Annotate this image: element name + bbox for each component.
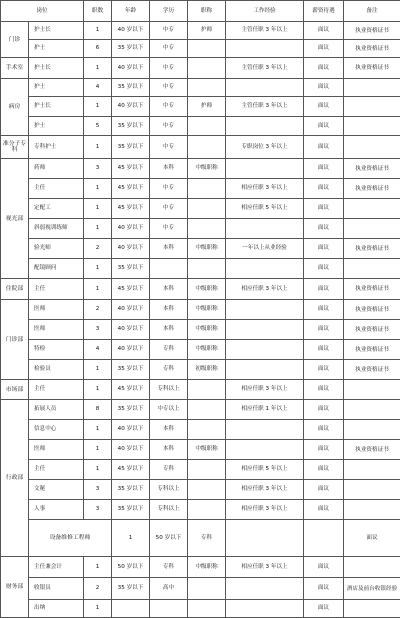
- title-cell: 中级职称: [188, 279, 226, 300]
- note-cell: 执业资格证书: [344, 40, 400, 58]
- count-cell: 1: [84, 219, 112, 239]
- title-cell: [188, 58, 226, 79]
- salary-cell: 面议: [304, 500, 344, 520]
- table-row: [1, 179, 400, 199]
- table-header: [1, 1, 400, 22]
- note-cell: [344, 117, 400, 136]
- title-cell: 中级职称: [188, 440, 226, 460]
- header-note: 备注: [344, 1, 400, 22]
- table-row: [1, 219, 400, 239]
- note-cell: [344, 259, 400, 279]
- experience-cell: [226, 320, 304, 340]
- note-cell: [344, 480, 400, 500]
- table-row: [1, 259, 400, 279]
- salary-cell: 面议: [304, 557, 344, 578]
- table-row: [1, 340, 400, 360]
- table-row: [1, 420, 400, 440]
- education-cell: 专科: [150, 360, 188, 380]
- note-cell: [344, 79, 400, 97]
- table-row: [1, 460, 400, 480]
- title-cell: [188, 136, 226, 159]
- salary-cell: 面议: [304, 22, 344, 40]
- position-cell: 定配工: [29, 199, 84, 219]
- age-cell: 35 岁以下: [112, 136, 150, 159]
- count-cell: 1: [84, 199, 112, 219]
- position-cell: 验光师: [29, 239, 84, 259]
- experience-cell: 相应任职 5 年以上: [226, 199, 304, 219]
- experience-cell: [226, 219, 304, 239]
- position-cell: 护士: [29, 117, 84, 136]
- count-cell: 3: [84, 500, 112, 520]
- title-cell: [188, 500, 226, 520]
- education-cell: 中专: [150, 79, 188, 97]
- table-row: [1, 40, 400, 58]
- experience-cell: [226, 40, 304, 58]
- table-row: [1, 360, 400, 380]
- education-cell: 本科: [150, 279, 188, 300]
- age-cell: 35 岁以下: [112, 79, 150, 97]
- header-count: 职数: [84, 1, 112, 22]
- age-cell: 45 岁以下: [112, 279, 150, 300]
- table-row: [1, 58, 400, 79]
- position-cell: 信息中心: [29, 420, 84, 440]
- salary-cell: 面议: [304, 480, 344, 500]
- title-cell: [188, 578, 226, 600]
- table-row: [1, 300, 400, 320]
- experience-cell: [304, 520, 344, 557]
- salary-cell: 面议: [304, 279, 344, 300]
- count-cell: 1: [84, 420, 112, 440]
- education-cell: 本科: [150, 440, 188, 460]
- note-cell: [344, 199, 400, 219]
- title-cell: [188, 380, 226, 400]
- title-cell: [188, 600, 226, 618]
- experience-cell: 一年以上从业经验: [226, 239, 304, 259]
- experience-cell: [226, 420, 304, 440]
- header-position: 岗位: [1, 1, 84, 22]
- age-cell: 50 岁以下: [112, 557, 150, 578]
- table-row: [1, 79, 400, 97]
- age-cell: 40 岁以下: [112, 320, 150, 340]
- count-cell: 1: [84, 440, 112, 460]
- count-cell: 1: [84, 58, 112, 79]
- department-cell: 设备维修工程师: [29, 520, 112, 557]
- count-cell: 2: [84, 578, 112, 600]
- education-cell: 专科以上: [150, 500, 188, 520]
- note-cell: [344, 380, 400, 400]
- count-cell: 1: [84, 97, 112, 117]
- salary-cell: 面议: [304, 340, 344, 360]
- table-row: [1, 159, 400, 179]
- education-cell: 中专: [150, 117, 188, 136]
- table-row: [1, 320, 400, 340]
- department-cell: 行政部: [1, 400, 29, 557]
- count-cell: 1: [84, 259, 112, 279]
- experience-cell: 主管任职 3 年以上: [226, 58, 304, 79]
- count-cell: 1: [84, 557, 112, 578]
- note-cell: 执业资格证书: [344, 360, 400, 380]
- title-cell: [188, 259, 226, 279]
- salary-cell: 面议: [304, 400, 344, 420]
- age-cell: 45 岁以下: [112, 159, 150, 179]
- table-body: [1, 22, 400, 618]
- note-cell: 执业资格证书: [344, 58, 400, 79]
- department-cell: 手术室: [1, 58, 29, 79]
- title-cell: 中级职称: [188, 320, 226, 340]
- age-cell: 35 岁以下: [112, 578, 150, 600]
- note-cell: [344, 460, 400, 480]
- position-cell: 配镜顾问: [29, 259, 84, 279]
- education-cell: 中专以上: [150, 400, 188, 420]
- experience-cell: [226, 360, 304, 380]
- table-row: [1, 199, 400, 219]
- salary-cell: 面议: [344, 520, 400, 557]
- experience-cell: 相应任职 3 年以上: [226, 500, 304, 520]
- note-cell: 执业资格证书: [344, 340, 400, 360]
- count-cell: 1: [84, 22, 112, 40]
- title-cell: 中级职称: [188, 340, 226, 360]
- position-cell: 药师: [29, 159, 84, 179]
- education-cell: 中专: [150, 58, 188, 79]
- header-age: 年龄: [112, 1, 150, 22]
- title-cell: [188, 460, 226, 480]
- count-cell: 1: [84, 460, 112, 480]
- position-cell: 主任: [29, 460, 84, 480]
- experience-cell: [226, 159, 304, 179]
- experience-cell: 相应任职 3 年以上: [226, 380, 304, 400]
- experience-cell: [226, 340, 304, 360]
- experience-cell: [226, 117, 304, 136]
- salary-cell: 面议: [304, 117, 344, 136]
- table-row: [1, 440, 400, 460]
- age-cell: 40 岁以下: [112, 219, 150, 239]
- count-cell: 1: [84, 600, 112, 618]
- header-salary: 薪资待遇: [304, 1, 344, 22]
- note-cell: [344, 97, 400, 117]
- experience-cell: 相应任职 3 年以上: [226, 279, 304, 300]
- position-cell: 主任: [29, 179, 84, 199]
- title-cell: [188, 420, 226, 440]
- education-cell: 本科: [150, 420, 188, 440]
- age-cell: [112, 600, 150, 618]
- position-cell: 文秘: [29, 480, 84, 500]
- experience-cell: [226, 578, 304, 600]
- position-cell: 主任: [29, 279, 84, 300]
- note-cell: 酒店及前台收银经验: [344, 578, 400, 600]
- education-cell: 本科: [150, 300, 188, 320]
- age-cell: 45 岁以下: [112, 460, 150, 480]
- salary-cell: 面议: [304, 219, 344, 239]
- experience-cell: [226, 79, 304, 97]
- experience-cell: 主管任职 3 年以上: [226, 22, 304, 40]
- salary-cell: 面议: [304, 420, 344, 440]
- salary-cell: 面议: [304, 380, 344, 400]
- position-cell: 主任兼会计: [29, 557, 84, 578]
- title-cell: [188, 199, 226, 219]
- position-cell: 医师: [29, 300, 84, 320]
- age-cell: 35 岁以下: [112, 480, 150, 500]
- experience-cell: [226, 300, 304, 320]
- age-cell: 40 岁以下: [112, 58, 150, 79]
- count-cell: 1: [84, 179, 112, 199]
- count-cell: 2: [84, 239, 112, 259]
- position-cell: 特检: [29, 340, 84, 360]
- education-cell: 专科以上: [150, 380, 188, 400]
- education-cell: 中专: [150, 97, 188, 117]
- table-row: [1, 480, 400, 500]
- age-cell: 35 岁以下: [112, 500, 150, 520]
- table-row: [1, 117, 400, 136]
- education-cell: 专科: [150, 340, 188, 360]
- age-cell: 35 岁以下: [112, 117, 150, 136]
- age-cell: 35 岁以下: [112, 400, 150, 420]
- salary-cell: 面议: [304, 199, 344, 219]
- department-cell: 市场部: [1, 380, 29, 400]
- position-cell: 医师: [29, 320, 84, 340]
- note-cell: 执业资格证书: [344, 159, 400, 179]
- age-cell: 35 岁以下: [112, 360, 150, 380]
- salary-cell: 面议: [304, 136, 344, 159]
- age-cell: 35 岁以下: [112, 40, 150, 58]
- age-cell: 50 岁以下: [150, 520, 188, 557]
- position-cell: 护士长: [29, 58, 84, 79]
- position-cell: 主任: [29, 380, 84, 400]
- education-cell: 中专: [150, 40, 188, 58]
- education-cell: 中专: [150, 219, 188, 239]
- age-cell: 40 岁以下: [112, 440, 150, 460]
- education-cell: 本科: [150, 159, 188, 179]
- age-cell: 35 岁以下: [112, 259, 150, 279]
- note-cell: 执业资格证书: [344, 179, 400, 199]
- title-cell: 中级职称: [188, 300, 226, 320]
- education-cell: 中专: [150, 179, 188, 199]
- education-cell: 中专: [150, 199, 188, 219]
- table-row: [1, 279, 400, 300]
- salary-cell: 面议: [304, 79, 344, 97]
- title-cell: [188, 219, 226, 239]
- age-cell: 40 岁以下: [112, 340, 150, 360]
- title-cell: 中级职称: [188, 557, 226, 578]
- count-cell: 6: [84, 40, 112, 58]
- position-cell: 护士: [29, 40, 84, 58]
- department-cell: 门诊部: [1, 300, 29, 380]
- age-cell: 40 岁以下: [112, 22, 150, 40]
- title-cell: [188, 179, 226, 199]
- header-experience: 工作经验: [226, 1, 304, 22]
- count-cell: 3: [84, 480, 112, 500]
- education-cell: [150, 259, 188, 279]
- table-row: [1, 578, 400, 600]
- table-row: [1, 520, 400, 557]
- position-cell: 斜弱视训练师: [29, 219, 84, 239]
- position-cell: 护士长: [29, 22, 84, 40]
- position-cell: 出纳: [29, 600, 84, 618]
- age-cell: 40 岁以下: [112, 300, 150, 320]
- age-cell: 40 岁以下: [112, 97, 150, 117]
- title-cell: 中级职称: [188, 159, 226, 179]
- education-cell: 高中: [150, 578, 188, 600]
- title-cell: [188, 79, 226, 97]
- department-cell: 门诊: [1, 22, 29, 58]
- education-cell: 本科: [150, 239, 188, 259]
- note-cell: 执业资格证书: [344, 279, 400, 300]
- title-cell: [188, 400, 226, 420]
- count-cell: 1: [112, 520, 150, 557]
- count-cell: 2: [84, 300, 112, 320]
- salary-cell: 面议: [304, 97, 344, 117]
- note-cell: [344, 500, 400, 520]
- table-row: [1, 400, 400, 420]
- table-row: [1, 22, 400, 40]
- title-cell: 护师: [188, 97, 226, 117]
- experience-cell: 相应任职 3 年以上: [226, 179, 304, 199]
- count-cell: 3: [84, 159, 112, 179]
- experience-cell: 相应任职 1 年以上: [226, 400, 304, 420]
- count-cell: 4: [84, 79, 112, 97]
- salary-cell: 面议: [304, 440, 344, 460]
- count-cell: 8: [84, 400, 112, 420]
- title-cell: 护师: [188, 22, 226, 40]
- education-cell: 中专: [150, 136, 188, 159]
- salary-cell: 面议: [304, 58, 344, 79]
- table-row: [1, 600, 400, 618]
- position-cell: 护士长: [29, 97, 84, 117]
- title-cell: 中级职称: [188, 239, 226, 259]
- note-cell: [344, 136, 400, 159]
- count-cell: 1: [84, 380, 112, 400]
- education-cell: 中专: [150, 22, 188, 40]
- education-cell: 专科: [188, 520, 226, 557]
- title-cell: [188, 117, 226, 136]
- age-cell: 40 岁以下: [112, 420, 150, 440]
- count-cell: 1: [84, 279, 112, 300]
- header-education: 学历: [150, 1, 188, 22]
- table-row: [1, 136, 400, 159]
- age-cell: 40 岁以下: [112, 239, 150, 259]
- salary-cell: 面议: [304, 239, 344, 259]
- position-cell: 医师: [29, 440, 84, 460]
- age-cell: 45 岁以下: [112, 380, 150, 400]
- count-cell: 1: [84, 136, 112, 159]
- education-cell: 专科: [150, 557, 188, 578]
- experience-cell: 相应任职 5 年以上: [226, 460, 304, 480]
- table-row: [1, 239, 400, 259]
- experience-cell: [226, 440, 304, 460]
- department-cell: 病房: [1, 79, 29, 136]
- title-cell: [188, 480, 226, 500]
- title-cell: [188, 40, 226, 58]
- education-cell: 专科: [150, 460, 188, 480]
- education-cell: [150, 600, 188, 618]
- salary-cell: 面议: [304, 159, 344, 179]
- salary-cell: 面议: [304, 259, 344, 279]
- title-cell: [226, 520, 304, 557]
- count-cell: 1: [84, 360, 112, 380]
- salary-cell: 面议: [304, 460, 344, 480]
- experience-cell: [226, 259, 304, 279]
- education-cell: 专科以上: [150, 480, 188, 500]
- header-title: 职称: [188, 1, 226, 22]
- table-row: [1, 97, 400, 117]
- salary-cell: 面议: [304, 300, 344, 320]
- table-row: [1, 380, 400, 400]
- note-cell: 执业资格证书: [344, 440, 400, 460]
- note-cell: 执业资格证书: [344, 300, 400, 320]
- note-cell: [344, 219, 400, 239]
- note-cell: 执业资格证书: [344, 22, 400, 40]
- count-cell: 3: [84, 320, 112, 340]
- department-cell: 准分子专科: [1, 136, 29, 159]
- note-cell: 执业资格证书: [344, 239, 400, 259]
- title-cell: 初级职称: [188, 360, 226, 380]
- experience-cell: [226, 600, 304, 618]
- position-cell: 检验员: [29, 360, 84, 380]
- salary-cell: 面议: [304, 578, 344, 600]
- position-cell: 拓展人员: [29, 400, 84, 420]
- count-cell: 4: [84, 340, 112, 360]
- position-cell: 收银员: [29, 578, 84, 600]
- table-row: [1, 557, 400, 578]
- experience-cell: 相应任职 3 年以上: [226, 557, 304, 578]
- note-cell: [344, 400, 400, 420]
- experience-cell: 主管任职 3 年以上: [226, 97, 304, 117]
- note-cell: [344, 557, 400, 578]
- department-cell: 财务部: [1, 557, 29, 618]
- experience-cell: 相应任职 3 年以上: [226, 480, 304, 500]
- experience-cell: 专职岗位 3 年以上: [226, 136, 304, 159]
- salary-cell: 面议: [304, 320, 344, 340]
- salary-cell: 面议: [304, 179, 344, 199]
- note-cell: [344, 420, 400, 440]
- department-cell: 住院部: [1, 279, 29, 300]
- note-cell: [344, 600, 400, 618]
- department-cell: 视光部: [1, 159, 29, 279]
- age-cell: 45 岁以下: [112, 179, 150, 199]
- salary-cell: 面议: [304, 360, 344, 380]
- salary-cell: 面议: [304, 40, 344, 58]
- age-cell: 45 岁以下: [112, 199, 150, 219]
- count-cell: 5: [84, 117, 112, 136]
- salary-cell: 面议: [304, 600, 344, 618]
- table-row: [1, 500, 400, 520]
- position-cell: 专科护士: [29, 136, 84, 159]
- education-cell: 本科: [150, 320, 188, 340]
- position-cell: 人事: [29, 500, 84, 520]
- note-cell: 执业资格证书: [344, 320, 400, 340]
- position-cell: 护士: [29, 79, 84, 97]
